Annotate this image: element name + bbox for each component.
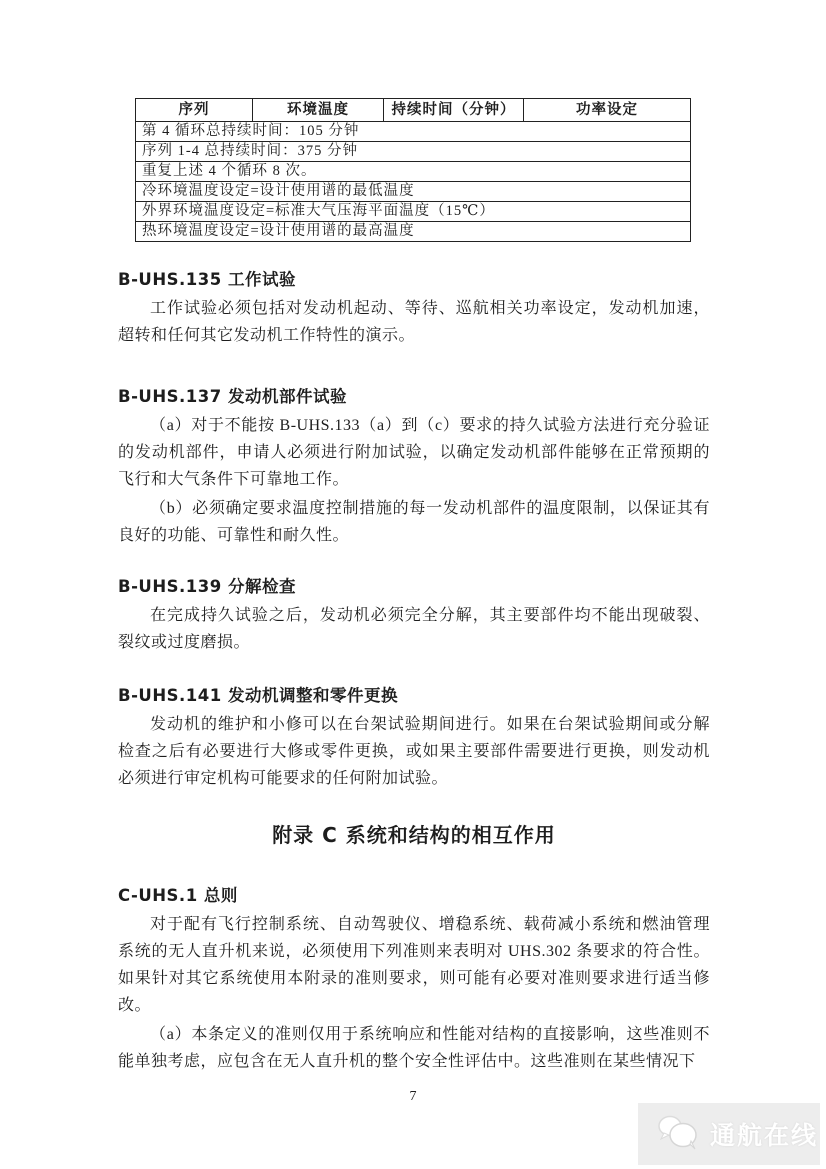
test-cycle-table <box>135 98 691 242</box>
section-heading-b-uhs-141: B-UHS.141 发动机调整和零件更换 <box>118 686 398 705</box>
table-header-duration: 持续时间（分钟） <box>384 99 524 122</box>
paragraph: 发动机的维护和小修可以在台架试验期间进行。如果在台架试验期间或分解检查之后有必要进行大修或零件更换，或如果主要部件需要进行更换，则发动机必须进行审定机构可能要求的任何附加试验。 <box>118 716 710 787</box>
table-cell: 序列 1-4 总持续时间：375 分钟 <box>136 142 691 162</box>
table-row <box>136 202 691 222</box>
table-row <box>136 142 691 162</box>
table-header-sequence: 序列 <box>136 99 253 122</box>
table-cell: 重复上述 4 个循环 8 次。 <box>136 162 691 182</box>
section-heading-b-uhs-139: B-UHS.139 分解检查 <box>118 577 296 596</box>
table-cell: 外界环境温度设定=标准大气压海平面温度（15℃） <box>136 202 691 222</box>
table-cell: 冷环境温度设定=设计使用谱的最低温度 <box>136 182 691 202</box>
section-heading-b-uhs-135: B-UHS.135 工作试验 <box>118 270 296 289</box>
watermark-badge <box>638 1103 820 1165</box>
table-cell: 第 4 循环总持续时间：105 分钟 <box>136 122 691 142</box>
table-header-power: 功率设定 <box>524 99 691 122</box>
table-row <box>136 222 691 242</box>
page-number: 7 <box>409 1089 417 1104</box>
table-header-env-temp: 环境温度 <box>253 99 384 122</box>
table-row <box>136 162 691 182</box>
paragraph: 对于配有飞行控制系统、自动驾驶仪、增稳系统、载荷减小系统和燃油管理系统的无人直升机来说，必须使用下列准则来表明对 UHS.302 条要求的符合性。如果针对其它系统使用本附录的准则要求，则可能有必要对准则要求进行适当修改。 <box>118 916 710 1014</box>
table-row <box>136 122 691 142</box>
table-cell: 热环境温度设定=设计使用谱的最高温度 <box>136 222 691 242</box>
section-heading-b-uhs-137: B-UHS.137 发动机部件试验 <box>118 387 347 406</box>
paragraph: （a）对于不能按 B-UHS.133（a）到（c）要求的持久试验方法进行充分验证的发动机部件，申请人必须进行附加试验，以确定发动机部件能够在正常预期的飞行和大气条件下可靠地工作。 <box>118 417 710 488</box>
paragraph: 在完成持久试验之后，发动机必须完全分解，其主要部件均不能出现破裂、裂纹或过度磨损。 <box>118 607 710 651</box>
page-content <box>118 0 710 1075</box>
paragraph: （b）必须确定要求温度控制措施的每一发动机部件的温度限制，以保证其有良好的功能、可靠性和耐久性。 <box>118 500 710 544</box>
paragraph: （a）本条定义的准则仅用于系统响应和性能对结构的直接影响，这些准则不能单独考虑，应包含在无人直升机的整个安全性评估中。这些准则在某些情况下 <box>118 1026 710 1070</box>
appendix-c-title: 附录 C 系统和结构的相互作用 <box>272 823 556 847</box>
paragraph: 工作试验必须包括对发动机起动、等待、巡航相关功率设定，发动机加速，超转和任何其它发动机工作特性的演示。 <box>118 300 710 344</box>
watermark-text: 通航在线 <box>710 1121 819 1150</box>
brand-bird-logo-icon <box>656 1113 700 1156</box>
table-row <box>136 182 691 202</box>
table-header-row <box>136 99 691 122</box>
section-heading-c-uhs-1: C-UHS.1 总则 <box>118 886 238 905</box>
